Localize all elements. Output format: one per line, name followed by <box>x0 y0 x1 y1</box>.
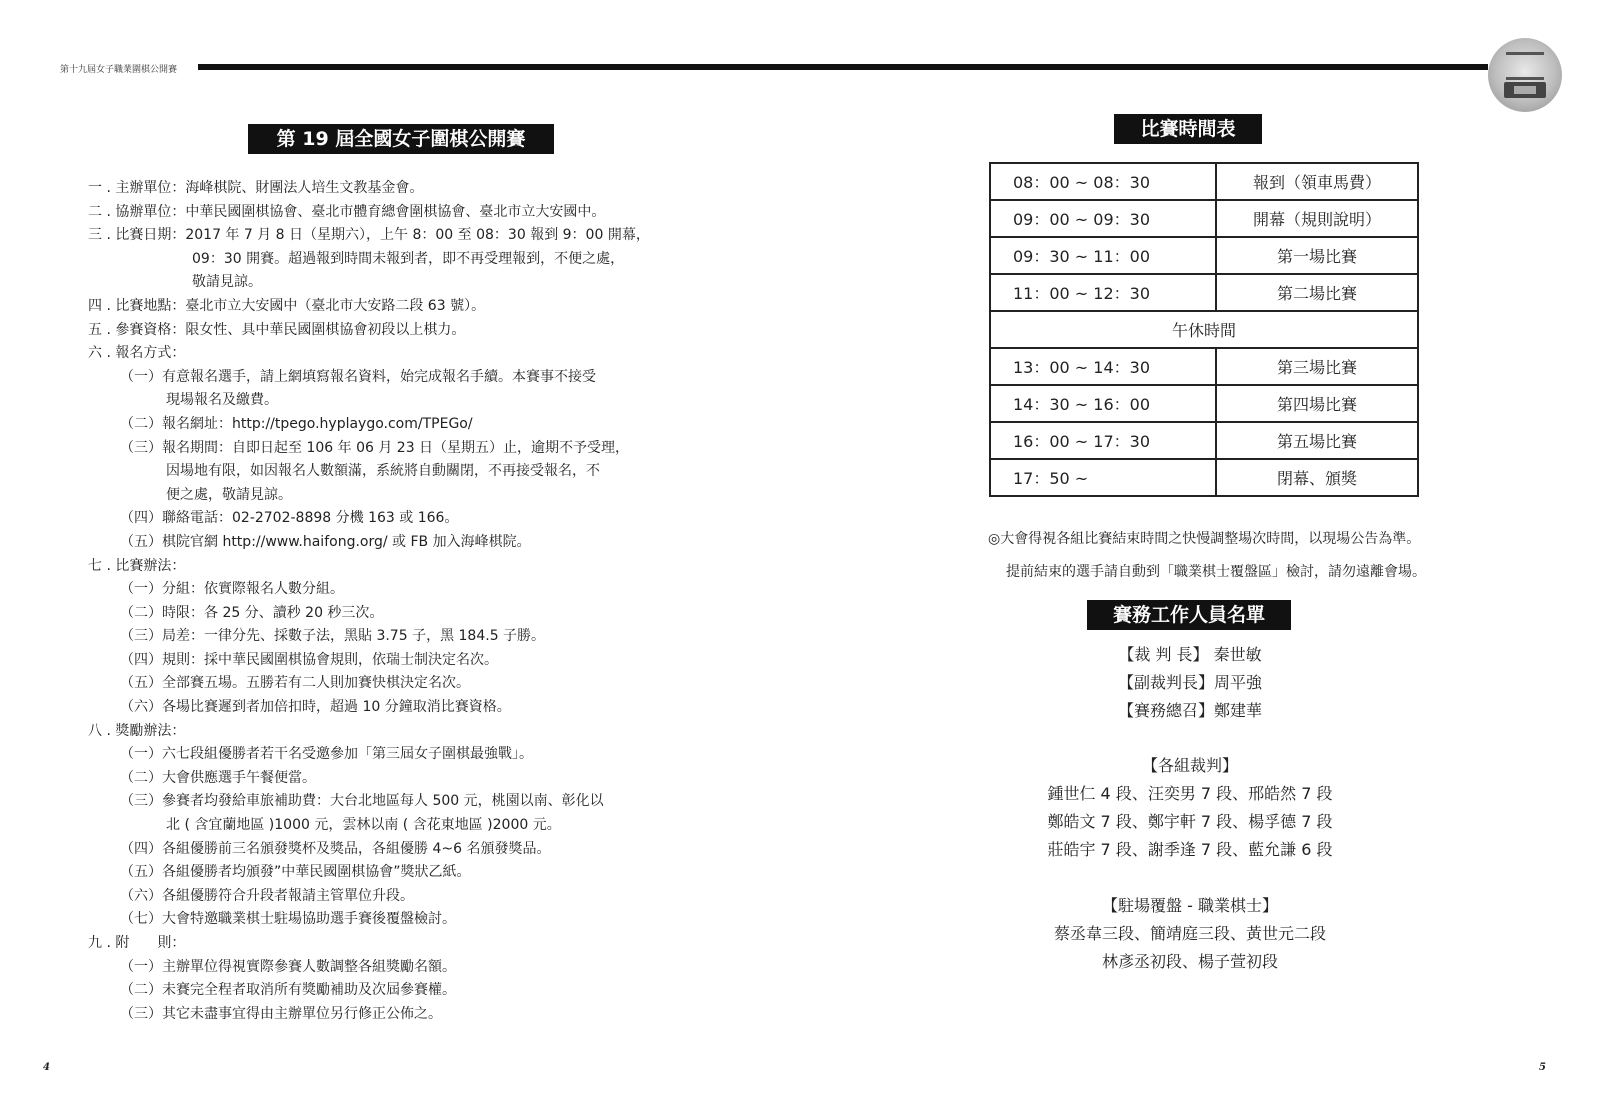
go-board-shape <box>1504 82 1546 98</box>
schedule-row <box>990 237 1418 274</box>
rules-line: 九 . 附 則： <box>88 935 186 951</box>
group-referees-line: 莊皓宇 7 段、謝季逢 7 段、藍允謙 6 段 <box>1047 840 1333 859</box>
schedule-event-cell: 閉幕、頒獎 <box>1216 459 1418 496</box>
rules-line: （二）大會供應選手午餐便當。 <box>120 769 316 786</box>
schedule-time-cell: 16：00 ~ 17：30 <box>990 422 1216 459</box>
rules-line: 三 . 比賽日期：2017 年 7 月 8 日（星期六），上午 8：00 至 08：30 報到 9：00 開幕， <box>88 227 650 244</box>
review-pros-title: 【駐場覆盤 - 職業棋士】 <box>1102 896 1278 915</box>
schedule-time-cell: 09：30 ~ 11：00 <box>990 237 1216 274</box>
rules-line: 因場地有限，如因報名人數額滿，系統將自動關閉，不再接受報名，不 <box>166 463 600 480</box>
rules-line: （四）聯絡電話：02-2702-8898 分機 163 或 166。 <box>120 510 459 527</box>
rules-line: 八 . 獎勵辦法： <box>88 722 186 739</box>
schedule-row <box>990 200 1418 237</box>
schedule-row <box>990 311 1418 348</box>
schedule-note-1: ◎大會得視各組比賽結束時間之快慢調整場次時間，以現場公告為準。 <box>988 531 1421 547</box>
lunch-break-cell: 午休時間 <box>990 311 1418 348</box>
schedule-row <box>990 348 1418 385</box>
review-pros-line: 蔡丞韋三段、簡靖庭三段、黃世元二段 <box>1053 924 1326 943</box>
schedule-title: 比賽時間表 <box>1114 114 1262 144</box>
rules-line: 七 . 比賽辦法： <box>88 557 186 574</box>
schedule-row <box>990 274 1418 311</box>
rules-line: 四 . 比賽地點：臺北市立大安國中（臺北市大安路二段 63 號）。 <box>88 297 486 314</box>
rules-line: （五）全部賽五場。五勝若有二人則加賽快棋決定名次。 <box>120 675 470 692</box>
rules-line: （五）各組優勝者均頒發”中華民國圍棋協會”獎狀乙紙。 <box>120 864 471 881</box>
running-title: 第十九屆女子職業圍棋公開賽 <box>60 65 178 75</box>
rules-line: （六）各組優勝符合升段者報請主管單位升段。 <box>120 887 414 904</box>
schedule-event-cell: 報到（領車馬費） <box>1216 163 1418 200</box>
rules-line: 現場報名及繳費。 <box>166 392 278 409</box>
rules-line: （二）未賽完全程者取消所有獎勵補助及次屆參賽權。 <box>120 982 456 999</box>
rules-line: （一）分組：依實際報名人數分組。 <box>120 581 344 598</box>
rules-line: （三）局差：一律分先、採數子法，黑貼 3.75 子，黑 184.5 子勝。 <box>120 628 546 645</box>
group-referees-line: 鍾世仁 4 段、汪奕男 7 段、邢皓然 7 段 <box>1047 784 1333 803</box>
rules-line: （二）報名網址：http://tpego.hyplaygo.com/TPEGo/ <box>120 415 473 432</box>
rules-line: 敬請見諒。 <box>192 274 262 291</box>
deputy-referee: 【副裁判長】周平強 <box>1117 673 1262 692</box>
rules-line: （一）有意報名選手，請上網填寫報名資料，始完成報名手續。本賽事不接受 <box>120 368 596 385</box>
rules-line: （六）各場比賽遲到者加倍扣時，超過 10 分鐘取消比賽資格。 <box>120 699 511 716</box>
rules-line: 北 ( 含宜蘭地區 )1000 元，雲林以南 ( 含花東地區 )2000 元。 <box>166 817 561 834</box>
rules-line: （四）各組優勝前三名頒發獎杯及獎品，各組優勝 4~6 名頒發獎品。 <box>120 840 551 857</box>
staff-title: 賽務工作人員名單 <box>1087 600 1291 630</box>
rules-line: （二）時限：各 25 分、讀秒 20 秒三次。 <box>120 604 384 621</box>
schedule-row <box>990 163 1418 200</box>
rules-line: 二 . 協辦單位：中華民國圍棋協會、臺北市體育總會圍棋協會、臺北市立大安國中。 <box>88 203 606 220</box>
rules-list <box>88 177 728 1026</box>
rules-line: 便之處，敬請見諒。 <box>166 486 292 503</box>
schedule-row <box>990 459 1418 496</box>
rules-line: （一）主辦單位得視實際參賽人數調整各組獎勵名額。 <box>120 958 456 975</box>
rules-line: 六 . 報名方式： <box>88 345 186 362</box>
schedule-time-cell: 17：50 ~ <box>990 459 1216 496</box>
schedule-event-cell: 第一場比賽 <box>1216 237 1418 274</box>
tournament-title: 第 19 屆全國女子圍棋公開賽 <box>248 124 554 154</box>
header-rule <box>198 64 1488 70</box>
schedule-row <box>990 422 1418 459</box>
rules-line: 一 . 主辦單位：海峰棋院、財團法人培生文教基金會。 <box>88 180 424 196</box>
go-tournament-logo-icon <box>1488 38 1562 112</box>
schedule-note-2: 提前結束的選手請自動到「職業棋士覆盤區」檢討，請勿遠離會場。 <box>1006 564 1426 580</box>
convener: 【賽務總召】鄭建華 <box>1117 701 1262 720</box>
rules-line: （三）參賽者均發給車旅補助費：大台北地區每人 500 元，桃園以南、彰化以 <box>120 793 604 810</box>
schedule-time-cell: 13：00 ~ 14：30 <box>990 348 1216 385</box>
schedule-time-cell: 09：00 ~ 09：30 <box>990 200 1216 237</box>
schedule-row <box>990 385 1418 422</box>
rules-line: 09：30 開賽。超過報到時間未報到者，即不再受理報到，不便之處， <box>192 250 625 267</box>
schedule-time-cell: 08：00 ~ 08：30 <box>990 163 1216 200</box>
rules-line: （五）棋院官網 http://www.haifong.org/ 或 FB 加入海峰棋院。 <box>120 533 531 550</box>
chief-referee: 【裁 判 長】 秦世敏 <box>1118 645 1262 664</box>
schedule-event-cell: 第五場比賽 <box>1216 422 1418 459</box>
group-referees-title: 【各組裁判】 <box>1141 756 1238 775</box>
page-number-right: 5 <box>1539 1062 1546 1073</box>
rules-line: 五 . 參賽資格：限女性、具中華民國圍棋協會初段以上棋力。 <box>88 321 466 338</box>
schedule-event-cell: 第二場比賽 <box>1216 274 1418 311</box>
rules-line: （四）規則：採中華民國圍棋協會規則，依瑞士制決定名次。 <box>120 651 498 668</box>
page-number-left: 4 <box>43 1062 50 1073</box>
schedule-event-cell: 開幕（規則說明） <box>1216 200 1418 237</box>
rules-line: （三）其它未盡事宜得由主辦單位另行修正公佈之。 <box>120 1005 442 1022</box>
schedule-time-cell: 14：30 ~ 16：00 <box>990 385 1216 422</box>
review-pros-line: 林彥丞初段、楊子萱初段 <box>1101 952 1278 971</box>
rules-line: （七）大會特邀職業棋士駐場協助選手賽後覆盤檢討。 <box>120 911 456 928</box>
rules-line: （一）六七段組優勝者若干名受邀參加「第三屆女子圍棋最強戰」。 <box>120 746 533 763</box>
rules-line: （三）報名期間：自即日起至 106 年 06 月 23 日（星期五）止，逾期不予受理， <box>120 439 630 456</box>
schedule-event-cell: 第三場比賽 <box>1216 348 1418 385</box>
pagoda-shape <box>1506 52 1544 80</box>
schedule-table <box>989 162 1419 497</box>
group-referees-line: 鄭皓文 7 段、鄭宇軒 7 段、楊孚德 7 段 <box>1047 812 1333 831</box>
schedule-time-cell: 11：00 ~ 12：30 <box>990 274 1216 311</box>
schedule-event-cell: 第四場比賽 <box>1216 385 1418 422</box>
